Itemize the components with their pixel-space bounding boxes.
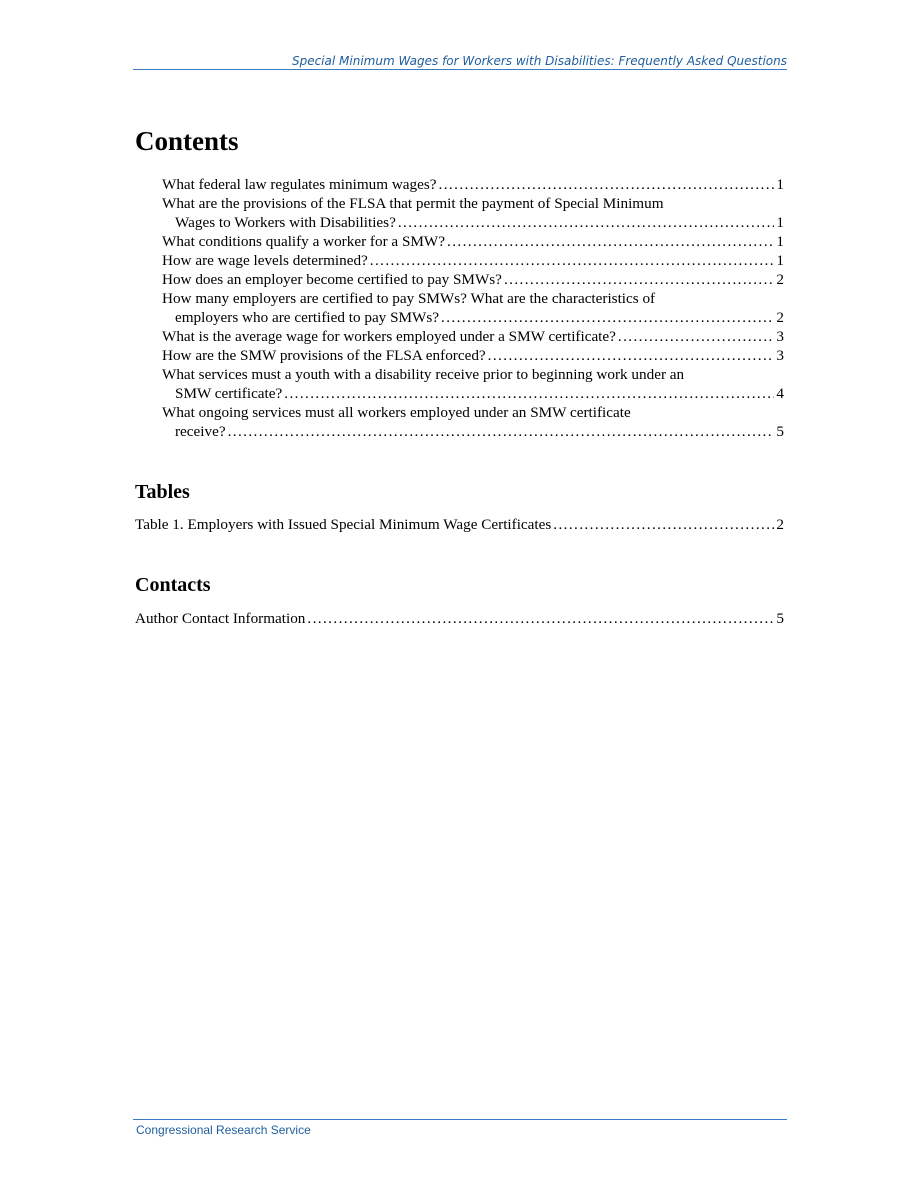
toc-page-number: 2	[776, 271, 784, 288]
toc-entry[interactable]	[162, 270, 784, 289]
toc-entry-text: How are the SMW provisions of the FLSA enforced?	[162, 347, 486, 364]
contacts-list	[135, 609, 784, 628]
toc-entry-text: What federal law regulates minimum wages?	[162, 176, 437, 193]
toc-entry[interactable]	[162, 251, 784, 270]
toc-page-number: 5	[776, 610, 784, 627]
toc-entry-text-continued: Wages to Workers with Disabilities?	[175, 214, 396, 231]
footer-organization: Congressional Research Service	[136, 1123, 311, 1137]
tables-heading: Tables	[135, 481, 190, 503]
toc-entry-text: How does an employer become certified to pay SMWs?	[162, 271, 502, 288]
toc-page-number: 5	[776, 423, 784, 440]
toc-entry[interactable]	[162, 403, 784, 441]
toc-leader	[441, 308, 774, 327]
running-header-title: Special Minimum Wages for Workers with Disabilities: Frequently Asked Questions	[291, 54, 787, 68]
toc-entry[interactable]	[135, 515, 784, 534]
toc-entry-text: What conditions qualify a worker for a SMW?	[162, 233, 445, 250]
toc-entry-text-continued: receive?	[175, 423, 226, 440]
toc-page-number: 2	[776, 516, 784, 533]
toc-entry[interactable]	[162, 365, 784, 403]
header-rule	[133, 69, 787, 70]
toc-page-number: 1	[776, 214, 784, 231]
toc-page-number: 3	[776, 347, 784, 364]
toc-leader	[618, 327, 775, 346]
toc-entry[interactable]	[162, 346, 784, 365]
toc-entry-text: What is the average wage for workers employed under a SMW certificate?	[162, 328, 616, 345]
toc-leader	[439, 175, 775, 194]
toc-entry[interactable]	[162, 194, 784, 232]
toc-leader	[228, 422, 775, 441]
toc-entry-text-continued: SMW certificate?	[175, 385, 283, 402]
toc-leader	[504, 270, 774, 289]
toc-leader	[398, 213, 775, 232]
toc-page-number: 2	[776, 309, 784, 326]
contents-list	[162, 175, 784, 441]
toc-leader	[447, 232, 774, 251]
footer-rule	[133, 1119, 787, 1120]
toc-leader	[553, 515, 774, 534]
toc-leader	[307, 609, 774, 628]
toc-page-number: 3	[776, 328, 784, 345]
toc-page-number: 1	[776, 252, 784, 269]
contents-heading: Contents	[135, 126, 239, 156]
toc-leader	[370, 251, 775, 270]
toc-page-number: 1	[776, 176, 784, 193]
toc-leader	[284, 384, 774, 403]
toc-entry[interactable]	[162, 289, 784, 327]
toc-entry[interactable]	[135, 609, 784, 628]
toc-entry-text: What ongoing services must all workers employed under an SMW certificate	[162, 404, 631, 421]
toc-entry[interactable]	[162, 232, 784, 251]
toc-entry[interactable]	[162, 327, 784, 346]
toc-leader	[488, 346, 775, 365]
toc-entry-text: How are wage levels determined?	[162, 252, 368, 269]
toc-page-number: 1	[776, 233, 784, 250]
toc-entry-text-continued: employers who are certified to pay SMWs?	[175, 309, 440, 326]
toc-entry-text: What are the provisions of the FLSA that permit the payment of Special Minimum	[162, 195, 664, 212]
tables-list	[135, 515, 784, 534]
toc-entry[interactable]	[162, 175, 784, 194]
toc-page-number: 4	[776, 385, 784, 402]
toc-entry-text: Author Contact Information	[135, 610, 306, 627]
toc-entry-text: What services must a youth with a disability receive prior to beginning work under an	[162, 366, 685, 383]
contacts-heading: Contacts	[135, 574, 211, 596]
toc-entry-text: How many employers are certified to pay SMWs? What are the characteristics of	[162, 290, 656, 307]
toc-entry-text: Table 1. Employers with Issued Special Minimum Wage Certificates	[135, 516, 552, 533]
